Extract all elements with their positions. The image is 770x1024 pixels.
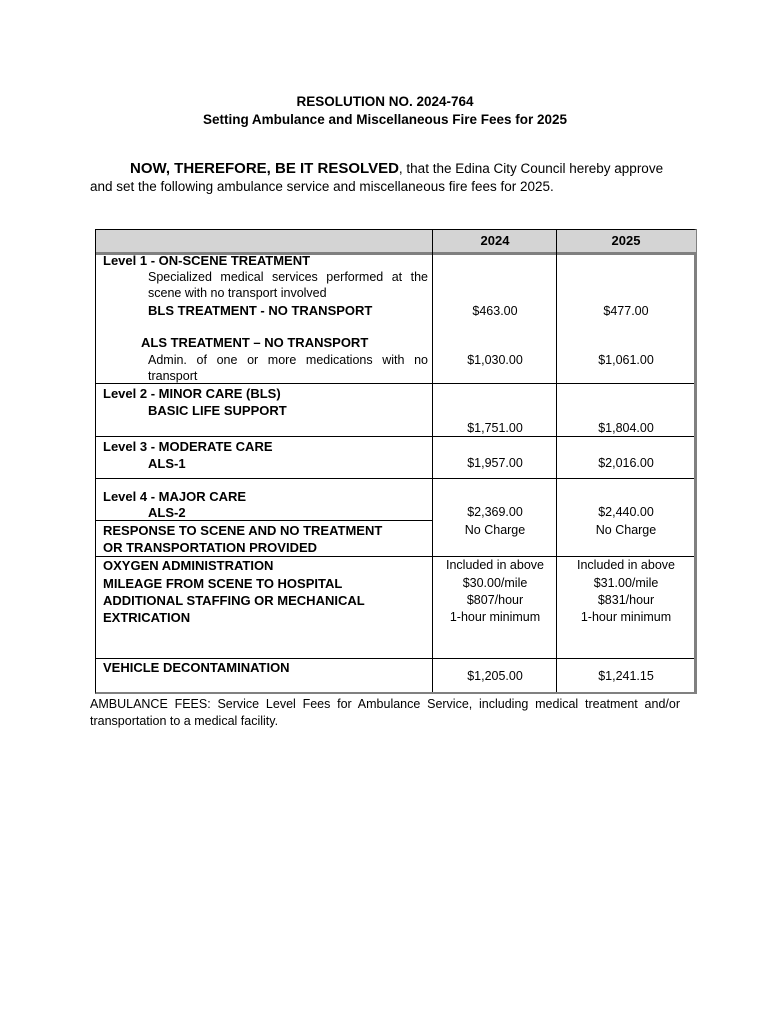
row-divider — [96, 658, 694, 659]
level2-sub: BASIC LIFE SUPPORT — [148, 403, 287, 418]
staffing-label-line1: ADDITIONAL STAFFING OR MECHANICAL — [103, 593, 365, 608]
mileage-fee-2025: $31.00/mile — [593, 576, 659, 590]
decontamination-fee-2025: $1,241.15 — [598, 669, 654, 683]
mileage-fee-2024: $30.00/mile — [462, 576, 528, 590]
staffing-minimum-2025: 1-hour minimum — [580, 610, 672, 624]
column-divider — [556, 230, 557, 692]
level3-heading: Level 3 - MODERATE CARE — [103, 439, 273, 454]
level4-sub: ALS-2 — [148, 505, 186, 520]
staffing-fee-2025: $831/hour — [597, 593, 655, 607]
decontamination-fee-2024: $1,205.00 — [467, 669, 523, 683]
level4-fee-2024: $2,369.00 — [467, 505, 523, 519]
intro-paragraph-line2: and set the following ambulance service and miscellaneous fire fees for 2025. — [90, 179, 554, 194]
mileage-label: MILEAGE FROM SCENE TO HOSPITAL — [103, 576, 343, 591]
intro-paragraph-line1 — [90, 160, 690, 178]
table-header-row — [96, 230, 696, 255]
staffing-fee-2024: $807/hour — [466, 593, 524, 607]
decontamination-label: VEHICLE DECONTAMINATION — [103, 660, 290, 675]
row-divider — [96, 478, 694, 479]
response-label-line1: RESPONSE TO SCENE AND NO TREATMENT — [103, 523, 383, 538]
response-label-line2: OR TRANSPORTATION PROVIDED — [103, 540, 318, 555]
level3-fee-2025: $2,016.00 — [598, 456, 654, 470]
level2-fee-2024: $1,751.00 — [467, 421, 523, 435]
header-2024: 2024 — [480, 233, 510, 248]
row-divider — [96, 520, 432, 521]
response-fee-2025: No Charge — [595, 523, 657, 537]
level4-heading: Level 4 - MAJOR CARE — [103, 489, 247, 504]
als-fee-2025: $1,061.00 — [598, 353, 654, 367]
oxygen-fee-2025: Included in above — [577, 558, 675, 572]
oxygen-label: OXYGEN ADMINISTRATION — [103, 558, 274, 573]
bls-fee-2024: $463.00 — [472, 304, 518, 318]
resolution-subtitle: Setting Ambulance and Miscellaneous Fire Fees for 2025 — [202, 112, 568, 127]
level2-heading: Level 2 - MINOR CARE (BLS) — [103, 386, 281, 401]
staffing-minimum-2024: 1-hour minimum — [449, 610, 541, 624]
response-fee-2024: No Charge — [464, 523, 526, 537]
bls-treatment-label: BLS TREATMENT - NO TRANSPORT — [148, 303, 373, 318]
level1-description: Specialized medical services performed at the scene with no transport involved — [148, 270, 428, 300]
row-divider — [96, 556, 694, 557]
header-2025: 2025 — [611, 233, 641, 248]
level2-fee-2025: $1,804.00 — [598, 421, 654, 435]
column-divider — [432, 230, 433, 692]
ambulance-fees-note: AMBULANCE FEES: Service Level Fees for Ambulance Service, including medical treatment and/or transportation to a medical facility. — [90, 697, 680, 728]
bls-fee-2025: $477.00 — [603, 304, 649, 318]
level4-fee-2025: $2,440.00 — [598, 505, 654, 519]
als-treatment-label: ALS TREATMENT – NO TRANSPORT — [141, 335, 369, 350]
intro-lead: NOW, THEREFORE, BE IT RESOLVED — [130, 160, 399, 177]
als-description: Admin. of one or more medications with no transport — [148, 353, 428, 383]
level3-fee-2024: $1,957.00 — [467, 456, 523, 470]
als-fee-2024: $1,030.00 — [467, 353, 523, 367]
row-divider — [96, 436, 694, 437]
level1-heading: Level 1 - ON-SCENE TREATMENT — [103, 253, 311, 268]
staffing-label-line2: EXTRICATION — [103, 610, 191, 625]
resolution-title: RESOLUTION NO. 2024-764 — [296, 94, 474, 109]
level3-sub: ALS-1 — [148, 456, 186, 471]
intro-rest: , that the Edina City Council hereby approve — [398, 161, 664, 176]
oxygen-fee-2024: Included in above — [446, 558, 544, 572]
fee-table — [95, 229, 697, 694]
